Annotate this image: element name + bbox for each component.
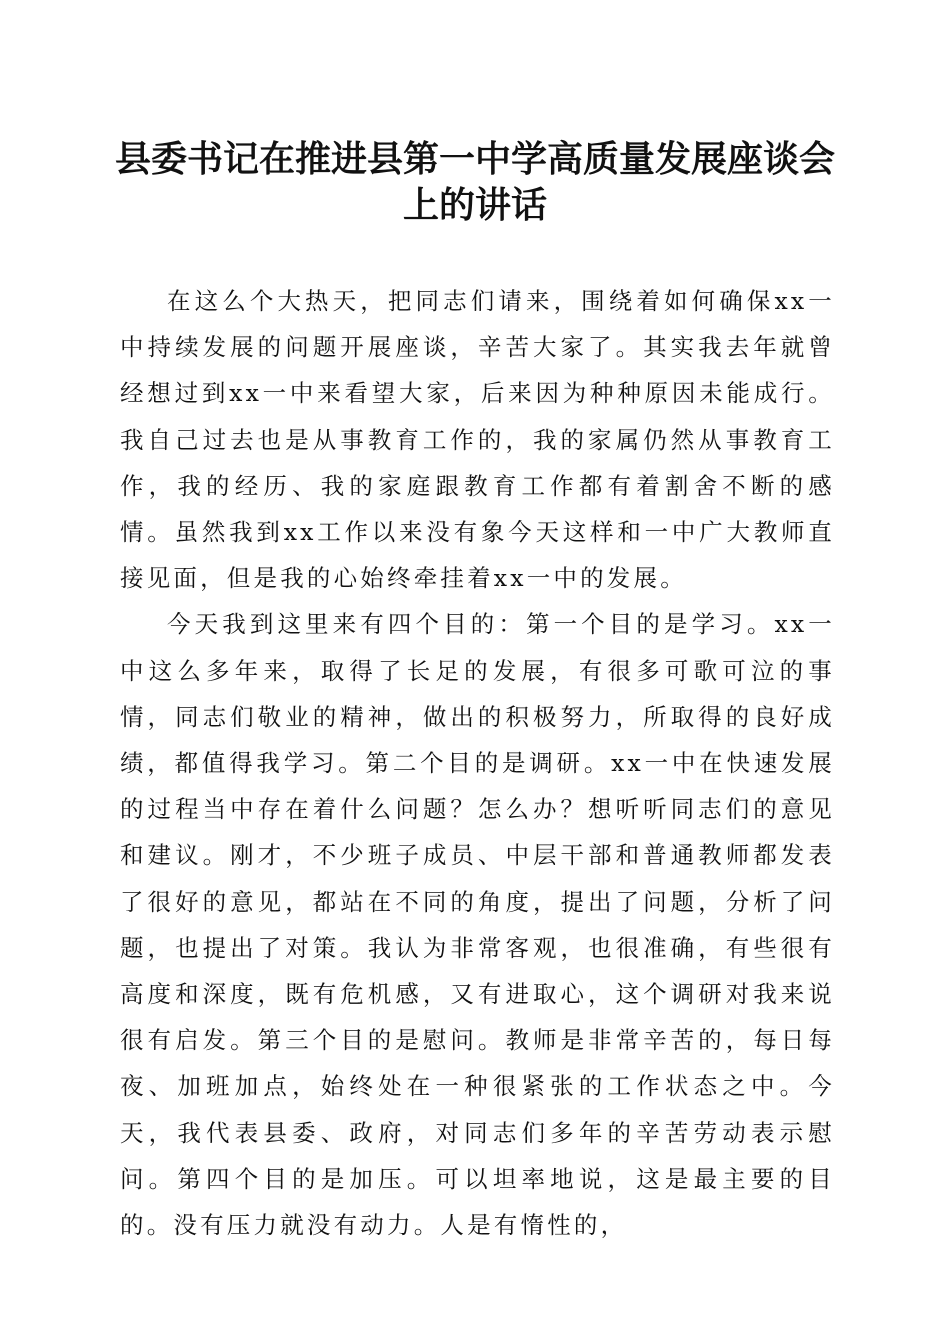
document-title: 县委书记在推进县第一中学高质量发展座谈会上的讲话 (114, 138, 835, 226)
document-body (120, 278, 835, 1248)
paragraph-2: 今天我到这里来有四个目的：第一个目的是学习。xx一中这么多年来，取得了长足的发展，有很多可歌可泣的事情，同志们敬业的精神，做出的积极努力，所取得的良好成绩，都值得我学习。第二个目的是调研。xx一中在快速发展的过程当中存在着什么问题？怎么办？想听听同志们的意见和建议。刚才，不少班子成员、中层干部和普通教师都发表了很好的意见，都站在不同的角度，提出了问题，分析了问题，也提出了对策。我认为非常客观，也很准确，有些很有高度和深度，既有危机感，又有进取心，这个调研对我来说很有启发。第三个目的是慰问。教师是非常辛苦的，每日每夜、加班加点，始终处在一种很紧张的工作状态之中。今天，我代表县委、政府，对同志们多年的辛苦劳动表示慰问。第四个目的是加压。可以坦率地说，这是最主要的目的。没有压力就没有动力。人是有惰性的， (120, 610, 835, 1240)
paragraph-1: 在这么个大热天，把同志们请来，围绕着如何确保xx一中持续发展的问题开展座谈，辛苦大家了。其实我去年就曾经想过到xx一中来看望大家，后来因为种种原因未能成行。我自己过去也是从事教育工作的，我的家属仍然从事教育工作，我的经历、我的家庭跟教育工作都有着割舍不断的感情。虽然我到xx工作以来没有象今天这样和一中广大教师直接见面，但是我的心始终牵挂着xx一中的发展。 (120, 287, 835, 593)
